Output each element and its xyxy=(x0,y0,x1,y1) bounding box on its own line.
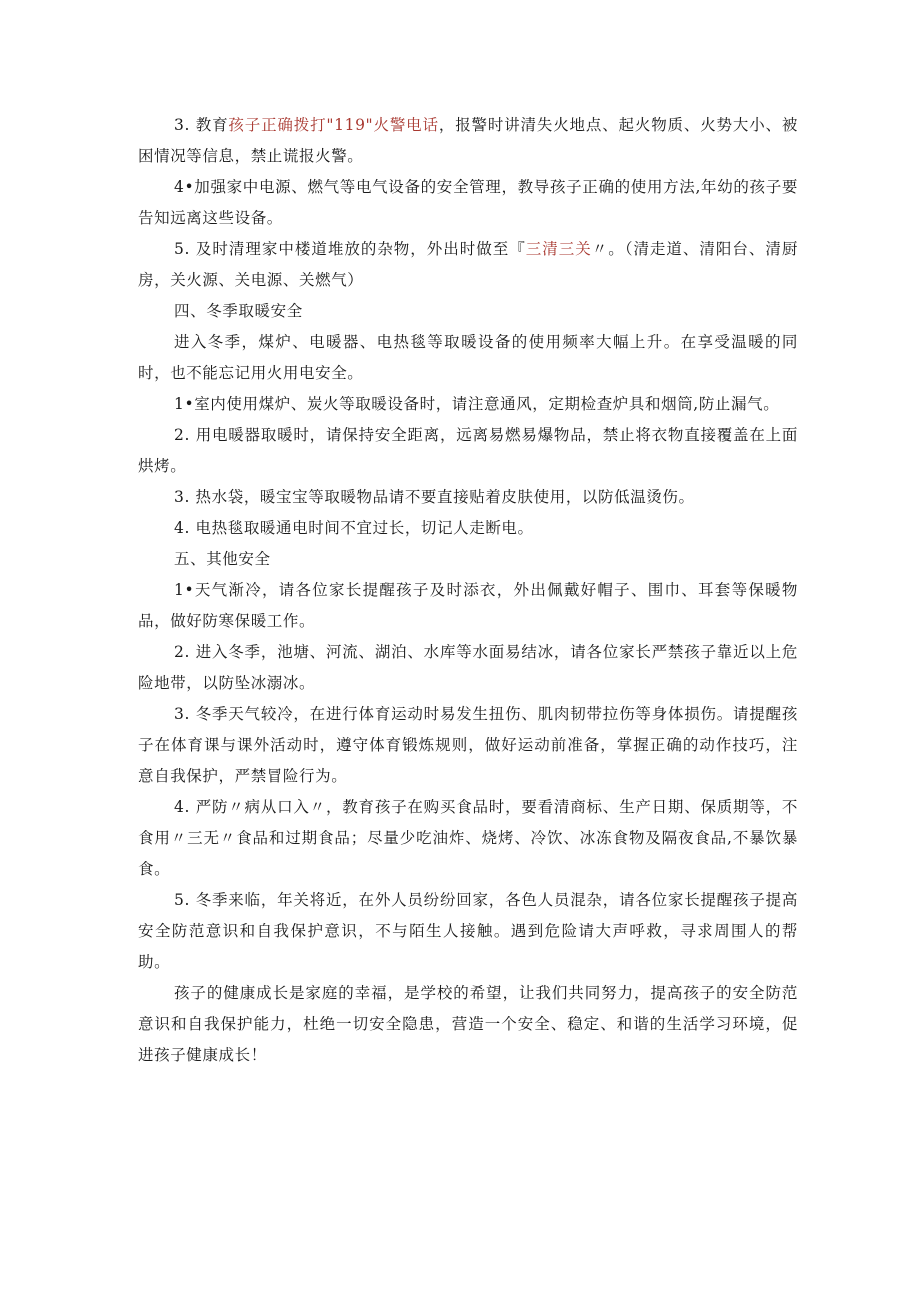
text-run: 5. 冬季来临，年关将近，在外人员纷纷回家，各色人员混杂，请各位家长提醒孩子提高安全防范意识和自我保护意识，不与陌生人接触。遇到危险请大声呼救，寻求周围人的帮助。 xyxy=(138,891,798,971)
paragraph-heating-intro xyxy=(138,327,798,389)
text-run: 1•室内使用煤炉、炭火等取暖设备时，请注意通风，定期检查炉具和烟筒,防止漏气。 xyxy=(174,395,780,413)
text-run: 4. 严防〃病从口入〃，教育孩子在购买食品时，要看清商标、生产日期、保质期等，不食用〃三无〃食品和过期食品；尽量少吃油炸、烧烤、冷饮、冰冻食物及隔夜食品,不暴饮暴食。 xyxy=(138,798,798,878)
heading-text: 五、其他安全 xyxy=(174,550,271,568)
text-run: 1•天气渐冷，请各位家长提醒孩子及时添衣，外出佩戴好帽子、围巾、耳套等保暖物品，做好防寒保暖工作。 xyxy=(138,581,798,630)
text-run: 孩子的健康成长是家庭的幸福，是学校的希望，让我们共同努力，提高孩子的安全防范意识和自我保护能力，杜绝一切安全隐患，营造一个安全、稳定、和谐的生活学习环境，促进孩子健康成长！ xyxy=(138,984,798,1064)
heading-text: 四、冬季取暖安全 xyxy=(174,302,303,320)
paragraph-closing xyxy=(138,978,798,1071)
text-run: 4•加强家中电源、燃气等电气设备的安全管理，教导孩子正确的使用方法,年幼的孩子要告知远离这些设备。 xyxy=(138,178,798,227)
text-run: 2. 进入冬季，池塘、河流、湖泊、水库等水面易结冰，请各位家长严禁孩子靠近以上危险地带，以防坠冰溺冰。 xyxy=(138,643,798,692)
paragraph-other-4 xyxy=(138,792,798,885)
paragraph-heating-4 xyxy=(138,513,798,544)
text-run: 3. 热水袋，暖宝宝等取暖物品请不要直接贴着皮肤使用，以防低温烫伤。 xyxy=(174,488,695,506)
document-body xyxy=(138,110,798,1071)
paragraph-heating-3 xyxy=(138,482,798,513)
paragraph-fire-call xyxy=(138,110,798,172)
text-run: 〃。（清走道、清阳台、清厨房，关火源、关电源、关燃气） xyxy=(138,240,798,289)
text-run: ，报警时讲清失火地点、起火物质、火势大小、被困情况等信息，禁止谎报火警。 xyxy=(138,116,798,165)
paragraph-heating-1 xyxy=(138,389,798,420)
highlighted-text: 三清三关 xyxy=(525,240,592,258)
paragraph-other-5 xyxy=(138,885,798,978)
text-run: 4. 电热毯取暖通电时间不宜过长，切记人走断电。 xyxy=(174,519,534,537)
text-run: 3. 教育 xyxy=(174,116,229,134)
paragraph-other-2 xyxy=(138,637,798,699)
text-run: 5. 及时清理家中楼道堆放的杂物，外出时做至『 xyxy=(174,240,526,258)
section-heading-heating xyxy=(138,296,798,327)
paragraph-other-1 xyxy=(138,575,798,637)
paragraph-other-3 xyxy=(138,699,798,792)
paragraph-three-clear xyxy=(138,234,798,296)
text-run: 2. 用电暖器取暖时，请保持安全距离，远离易燃易爆物品，禁止将衣物直接覆盖在上面烘烤。 xyxy=(138,426,798,475)
paragraph-power-gas xyxy=(138,172,798,234)
section-heading-other xyxy=(138,544,798,575)
highlighted-text: 孩子正确拨打"119"火警电话 xyxy=(228,116,439,134)
text-run: 3. 冬季天气较冷，在进行体育运动时易发生扭伤、肌肉韧带拉伤等身体损伤。请提醒孩子在体育课与课外活动时，遵守体育锻炼规则，做好运动前准备，掌握正确的动作技巧，注意自我保护，严禁冒险行为。 xyxy=(138,705,798,785)
text-run: 进入冬季，煤炉、电暖器、电热毯等取暖设备的使用频率大幅上升。在享受温暖的同时，也不能忘记用火用电安全。 xyxy=(138,333,798,382)
paragraph-heating-2 xyxy=(138,420,798,482)
